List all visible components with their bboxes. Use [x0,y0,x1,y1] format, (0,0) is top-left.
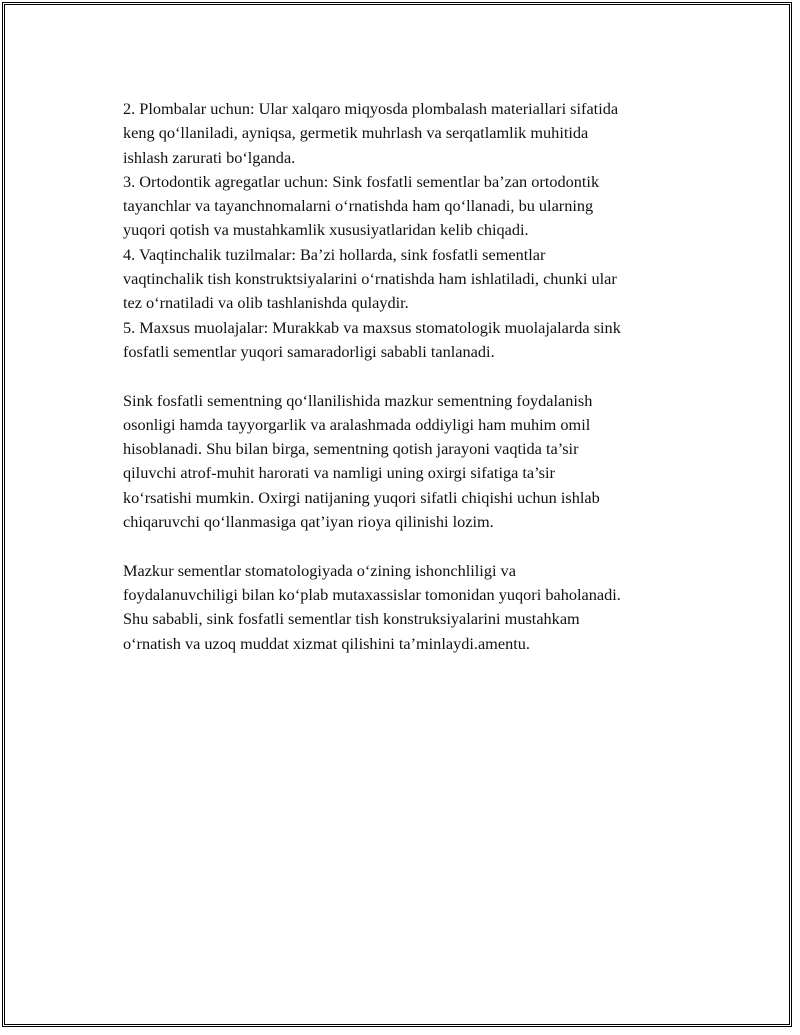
text-line: fosfatli sementlar yuqori samaradorligi sababli tanlanadi. [123,341,495,361]
text-line: o‘rnatish va uzoq muddat xizmat qilishini ta’minlaydi.amentu. [123,633,530,653]
text-line: Shu sababli, sink fosfatli sementlar tish konstruksiyalarini mustahkam [123,609,580,629]
text-line: chiqaruvchi qo‘llanmasiga qat’iyan rioya qilinishi lozim. [123,512,494,532]
text-line: 3. Ortodontik agregatlar uchun: Sink fosfatli sementlar ba’zan ortodontik [123,171,600,191]
text-line: ishlash zarurati bo‘lganda. [123,147,296,167]
page-frame [2,2,792,1027]
text-line: hisoblanadi. Shu bilan birga, sementning qotish jarayoni vaqtida ta’sir [123,439,579,459]
text-line: ko‘rsatishi mumkin. Oxirgi natijaning yuqori sifatli chiqishi uchun ishlab [123,487,600,507]
text-line: Mazkur sementlar stomatologiyada o‘zining ishonchliligi va [123,560,516,580]
text-line: keng qo‘llaniladi, ayniqsa, germetik muhrlash va serqatlamlik muhitida [123,123,589,143]
text-line: 5. Maxsus muolajalar: Murakkab va maxsus stomatologik muolajalarda sink [123,317,621,337]
document-body [123,97,693,656]
text-line: Sink fosfatli sementning qo‘llanilishida mazkur sementning foydalanish [123,390,593,410]
text-line: yuqori qotish va mustahkamlik xususiyatlaridan kelib chiqadi. [123,220,529,240]
text-line: qiluvchi atrof-muhit harorati va namligi uning oxirgi sifatiga ta’sir [123,463,555,483]
text-line: tez o‘rnatiladi va olib tashlanishda qulaydir. [123,293,409,313]
text-line: 4. Vaqtinchalik tuzilmalar: Ba’zi hollarda, sink fosfatli sementlar [123,244,546,264]
text-line: osonligi hamda tayyorgarlik va aralashmada oddiyligi ham muhim omil [123,414,591,434]
text-line: foydalanuvchiligi bilan ko‘plab mutaxassislar tomonidan yuqori baholanadi. [123,584,621,604]
paragraph-gap [123,364,693,388]
text-line: 2. Plombalar uchun: Ular xalqaro miqyosda plombalash materiallari sifatida [123,99,619,118]
text-line: vaqtinchalik tish konstruktsiyalarini o‘rnatishda ham ishlatiladi, chunki ular [123,269,617,289]
paragraph-gap [123,534,693,558]
text-line: tayanchlar va tayanchnomalarni o‘rnatishda ham qo‘llanadi, bu ularning [123,196,594,216]
